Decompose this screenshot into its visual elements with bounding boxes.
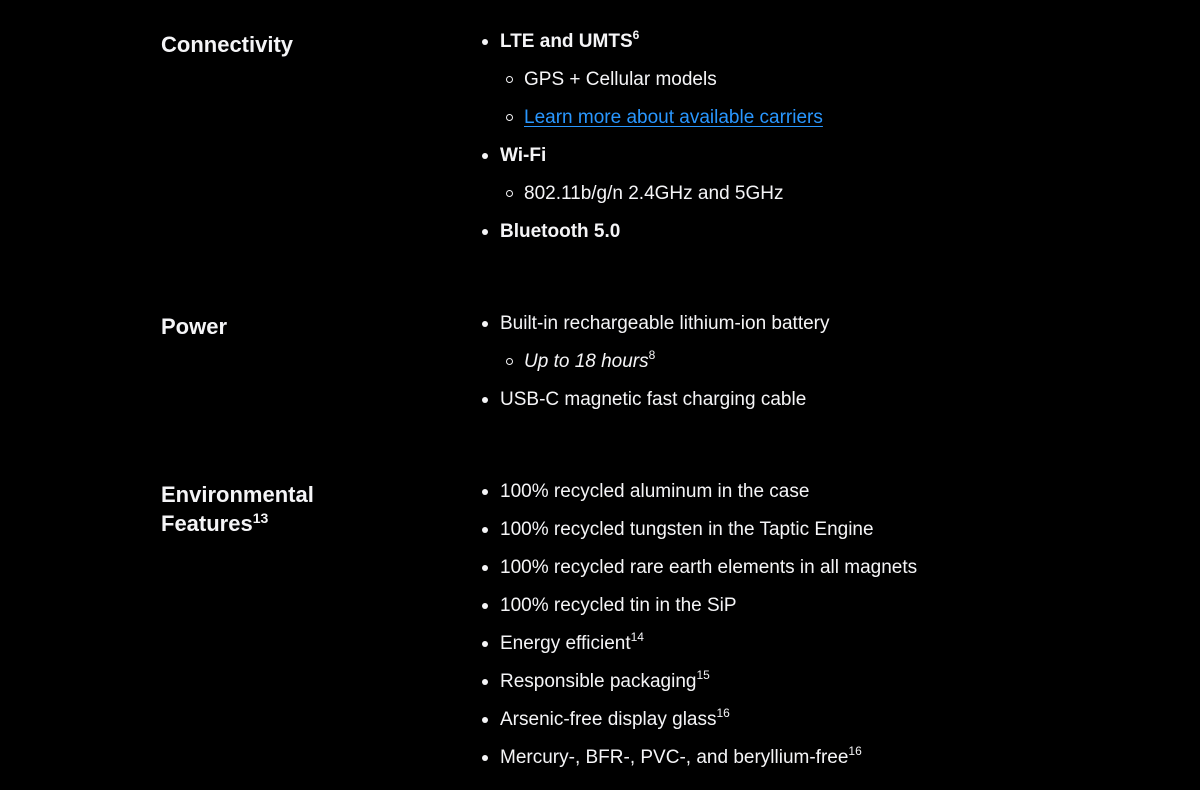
env-item-tin [480, 594, 917, 632]
wifi-text: Wi-Fi [500, 145, 547, 166]
connectivity-list [480, 30, 823, 258]
footnote-13: 13 [252, 510, 269, 526]
lte-text: LTE and UMTS [500, 31, 633, 52]
power-title: Power [161, 314, 228, 339]
wifi-spec-item [480, 182, 823, 220]
env-item-text: 100% recycled rare earth elements in all magnets [500, 557, 918, 578]
env-item-text: Energy efficient [500, 633, 631, 654]
carriers-link-item [480, 106, 823, 144]
wifi-item [480, 144, 823, 182]
environment-title-line2: Features [161, 511, 253, 536]
env-item-arsenic-free [480, 708, 917, 746]
environment-title-line1: Environmental [161, 482, 314, 507]
environment-list [480, 480, 917, 784]
env-item-text: Mercury-, BFR-, PVC-, and beryllium-free [500, 747, 849, 768]
power-list [480, 312, 830, 426]
footnote-16: 16 [716, 706, 730, 720]
available-carriers-link[interactable]: Learn more about available carriers [524, 107, 823, 128]
footnote-15: 15 [696, 668, 710, 682]
env-item-text: Responsible packaging [500, 671, 697, 692]
gps-cellular-item [480, 68, 823, 106]
connectivity-title: Connectivity [161, 32, 294, 57]
environment-title [161, 480, 381, 538]
env-item-rare-earth [480, 556, 917, 594]
env-item-text: Arsenic-free display glass [500, 709, 717, 730]
footnote-16: 16 [848, 744, 862, 758]
bluetooth-text: Bluetooth 5.0 [500, 221, 621, 242]
battery-hours-item [480, 350, 830, 388]
gps-cellular-text: GPS + Cellular models [524, 69, 717, 90]
env-item-packaging [480, 670, 917, 708]
charging-cable-item [480, 388, 830, 426]
footnote-6: 6 [632, 28, 640, 42]
lte-item [480, 30, 823, 68]
env-item-mercury-free [480, 746, 917, 784]
env-item-text: 100% recycled tungsten in the Taptic Engine [500, 519, 874, 540]
env-item-text: 100% recycled aluminum in the case [500, 481, 810, 502]
wifi-spec-text: 802.11b/g/n 2.4GHz and 5GHz [524, 183, 784, 204]
footnote-8: 8 [648, 348, 656, 362]
charging-cable-text: USB-C magnetic fast charging cable [500, 389, 807, 410]
battery-hours-text: Up to 18 hours [524, 351, 649, 372]
env-item-tungsten [480, 518, 917, 556]
battery-item [480, 312, 830, 350]
env-item-energy-efficient [480, 632, 917, 670]
battery-text: Built-in rechargeable lithium-ion battery [500, 313, 830, 334]
env-item-text: 100% recycled tin in the SiP [500, 595, 737, 616]
bluetooth-item [480, 220, 823, 258]
env-item-aluminum [480, 480, 917, 518]
footnote-14: 14 [630, 630, 644, 644]
